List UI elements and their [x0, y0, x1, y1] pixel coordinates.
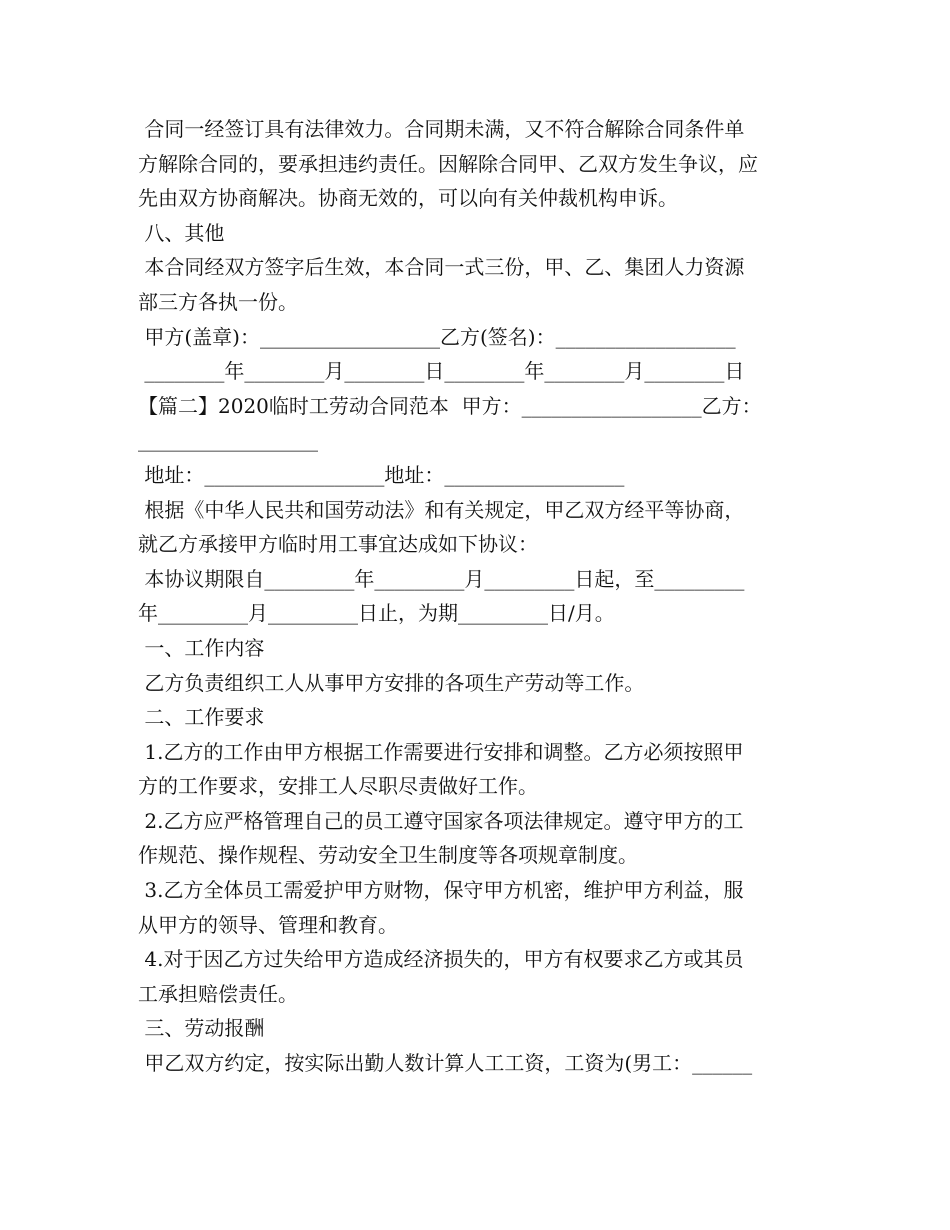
text-line: 作规范、操作规程、劳动安全卫生制度等各项规章制度。: [138, 843, 638, 868]
text-line: 部三方各执一份。: [138, 289, 298, 314]
list-item: 4.对于因乙方过失给甲方造成经济损失的，甲方有权要求乙方或其员: [138, 947, 744, 972]
text-line: 方的工作要求，安排工人尽职尽责做好工作。: [138, 774, 538, 799]
blank-line: __________________: [138, 428, 318, 453]
text-line: 合同一经签订具有法律效力。合同期未满，又不符合解除合同条件单: [138, 117, 745, 141]
part-two-title: 【篇二】2020临时工劳动合同范本 甲方：__________________乙方：: [138, 393, 762, 418]
term-line: 年_________月_________日止，为期_________日/月。: [138, 601, 615, 626]
document-body: [138, 112, 818, 1081]
list-item: 1.乙方的工作由甲方根据工作需要进行安排和调整。乙方必须按照甲: [138, 739, 744, 764]
text-line: 根据《中华人民共和国劳动法》和有关规定，甲乙双方经平等协商，: [138, 497, 745, 522]
text-line: 从甲方的领导、管理和教育。: [138, 912, 398, 937]
text-line: 先由双方协商解决。协商无效的，可以向有关仲裁机构申诉。: [138, 186, 678, 211]
text-line: 本合同经双方签字后生效，本合同一式三份，甲、乙、集团人力资源: [138, 255, 745, 280]
term-line: 本协议期限自_________年_________月_________日起，至_________: [138, 566, 745, 591]
section-heading-work-requirements: 二、工作要求: [138, 705, 265, 730]
text-line: 方解除合同的，要承担违约责任。因解除合同甲、乙双方发生争议，应: [138, 151, 758, 176]
section-heading-remuneration: 三、劳动报酬: [138, 1016, 265, 1041]
section-heading-work-content: 一、工作内容: [138, 635, 265, 660]
address-line: 地址：__________________地址：__________________: [138, 462, 625, 487]
text-line: 甲乙双方约定，按实际出勤人数计算人工工资，工资为(男工：______: [138, 1051, 753, 1076]
list-item: 3.乙方全体员工需爱护甲方财物，保守甲方机密，维护甲方利益，服: [138, 878, 744, 903]
signature-line: 甲方(盖章)：__________________乙方(签名)：__________________: [138, 324, 736, 349]
date-line: ________年________月________日________年________月________日: [138, 359, 745, 384]
section-heading-other: 八、其他: [138, 220, 225, 245]
list-item: 2.乙方应严格管理自己的员工遵守国家各项法律规定。遵守甲方的工: [138, 808, 744, 833]
text-line: 就乙方承接甲方临时用工事宜达成如下协议：: [138, 532, 538, 557]
text-line: 乙方负责组织工人从事甲方安排的各项生产劳动等工作。: [138, 670, 645, 695]
text-line: 工承担赔偿责任。: [138, 981, 298, 1006]
